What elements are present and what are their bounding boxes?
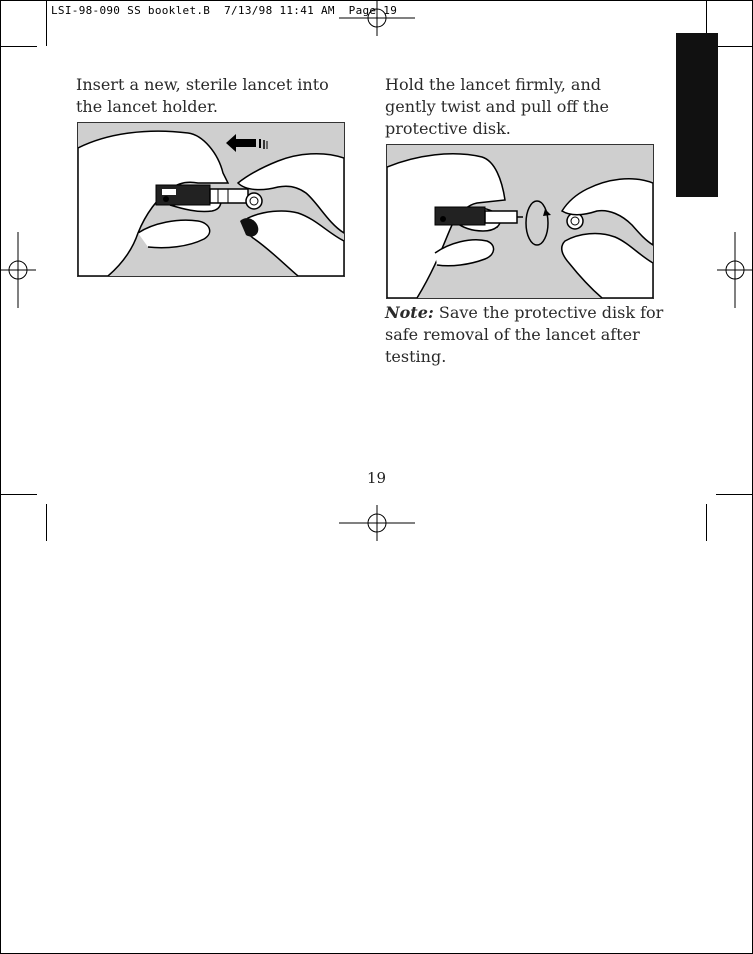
registration-mark-top [339,0,415,36]
note-text: Save the protective disk for safe removal of the lancet after testing. [385,303,664,366]
slug-line: LSI-98-090 SS booklet.B 7/13/98 11:41 AM Page 19 [51,4,398,17]
note-paragraph [385,302,670,368]
registration-mark-left [0,232,36,308]
crop-mark-top-left-h [0,46,37,47]
registration-mark-bottom [339,505,415,541]
crop-mark-bottom-left-h [0,494,37,495]
remove-disk-illustration [386,144,654,299]
left-instruction: Insert a new, sterile lancet into the lancet holder. [76,75,329,116]
crop-mark-bottom-right-v [706,504,707,541]
insert-lancet-illustration [77,122,345,277]
page-number: 19 [366,469,387,487]
crop-mark-top-left-v [46,0,47,46]
crop-mark-bottom-left-v [46,504,47,541]
right-instruction: Hold the lancet firmly, and gently twist and pull off the protective disk. [385,75,609,138]
note-label: Note: [385,303,434,322]
section-tab [676,33,718,197]
crop-mark-top-right-h [716,46,753,47]
crop-mark-bottom-right-h [716,494,753,495]
registration-mark-right [717,232,753,308]
